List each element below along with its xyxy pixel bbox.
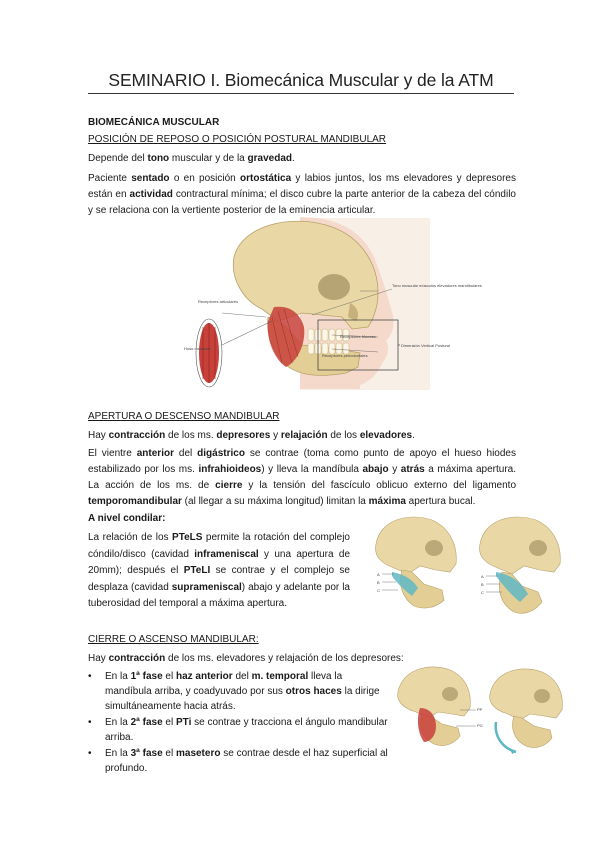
skull-opening-2 <box>480 517 561 613</box>
section-heading: BIOMECÁNICA MUSCULAR <box>88 117 220 128</box>
label-pg: PG <box>477 723 483 728</box>
skull-opening-1 <box>376 517 457 608</box>
label-tono: Tono muscular músculos elevadores mandibulares <box>392 283 482 288</box>
orbit-shape <box>318 274 350 300</box>
closing-heading: CIERRE O ASCENSO MANDIBULAR: <box>88 634 259 645</box>
label-mucosa: Receptores Mucosa <box>340 334 376 339</box>
rest-heading: POSICIÓN DE REPOSO O POSICIÓN POSTURAL MANDIBULAR <box>88 134 387 145</box>
closing-bullet-2: • En la 2ª fase el PTi se contrae y tracciona el ángulo mandibular arriba. <box>88 715 388 745</box>
document-title: SEMINARIO I. Biomecánica Muscular y de la ATM <box>108 70 494 90</box>
skull-closing-2 <box>490 669 563 754</box>
opening-figure <box>362 514 557 616</box>
condylar-heading: A nivel condilar: <box>88 513 166 524</box>
label-receptores-articulares: Receptores articulares <box>198 299 239 304</box>
letter-a-2: A <box>481 574 484 579</box>
letter-b-2: B <box>481 582 484 587</box>
closing-bullet-list <box>88 669 388 777</box>
opening-paragraph: El vientre anterior del digástrico se contrae (toma como punto de apoyo el hueso hiodes estabilizado por los ms. infrahioideos) y lleva la mandíbula abajo y atrás a máxima apertura. La acción de los ms. de cierre y la tensión del fascículo oblicuo externo del ligamento temporomandibular (al llegar a su máxima longitud) limitan la máxima apertura bucal. <box>88 448 516 507</box>
label-pp: PP <box>477 707 483 712</box>
opening-line1: Hay contracción de los ms. depresores y relajación de los elevadores. <box>88 430 415 441</box>
rest-line1: Depende del tono muscular y de la gravedad. <box>88 153 295 164</box>
condylar-paragraph: La relación de los PTeLS permite la rotación del complejo cóndilo/disco (cavidad inframeniscal y una apertura de 20mm); después el PTeLI se contrae y el complejo se desplaza (cavidad suprameniscal) abajo y adelante por la tuberosidad del temporal a máxima apertura. <box>88 532 351 609</box>
closing-bullet-1: • En la 1ª fase el haz anterior del m. temporal lleva la mandíbula arriba, y coadyuvado por sus otros haces la dirige simultáneamente hacia atrás. <box>88 669 388 714</box>
label-periodontales: Receptores periodontales <box>322 353 368 358</box>
letter-c-1: C <box>377 588 380 593</box>
letter-a-1: A <box>377 572 380 577</box>
closing-bullet-3: • En la 3ª fase el masetero se contrae desde el haz superficial al profundo. <box>88 746 388 776</box>
title-underline <box>88 93 514 94</box>
label-huso: Huso muscular <box>184 346 211 351</box>
rest-paragraph: Paciente sentado o en posición ortostática y labios juntos, los ms elevadores y depresores están en actividad contractural mínima; el disco cubre la parte anterior de la cabeza del cóndilo y se relaciona con la vertiente posterior de la eminencia articular. <box>88 173 516 216</box>
letter-b-1: B <box>377 580 380 585</box>
label-dimension: Dimensión Vertical Postural <box>401 343 450 348</box>
closing-line1: Hay contracción de los ms. elevadores y relajación de los depresores: <box>88 653 404 664</box>
opening-heading: APERTURA O DESCENSO MANDIBULAR <box>88 411 280 422</box>
letter-c-2: C <box>481 590 484 595</box>
closing-figure <box>390 664 562 754</box>
skull-closing-1 <box>398 667 483 746</box>
rest-position-figure <box>182 217 482 392</box>
